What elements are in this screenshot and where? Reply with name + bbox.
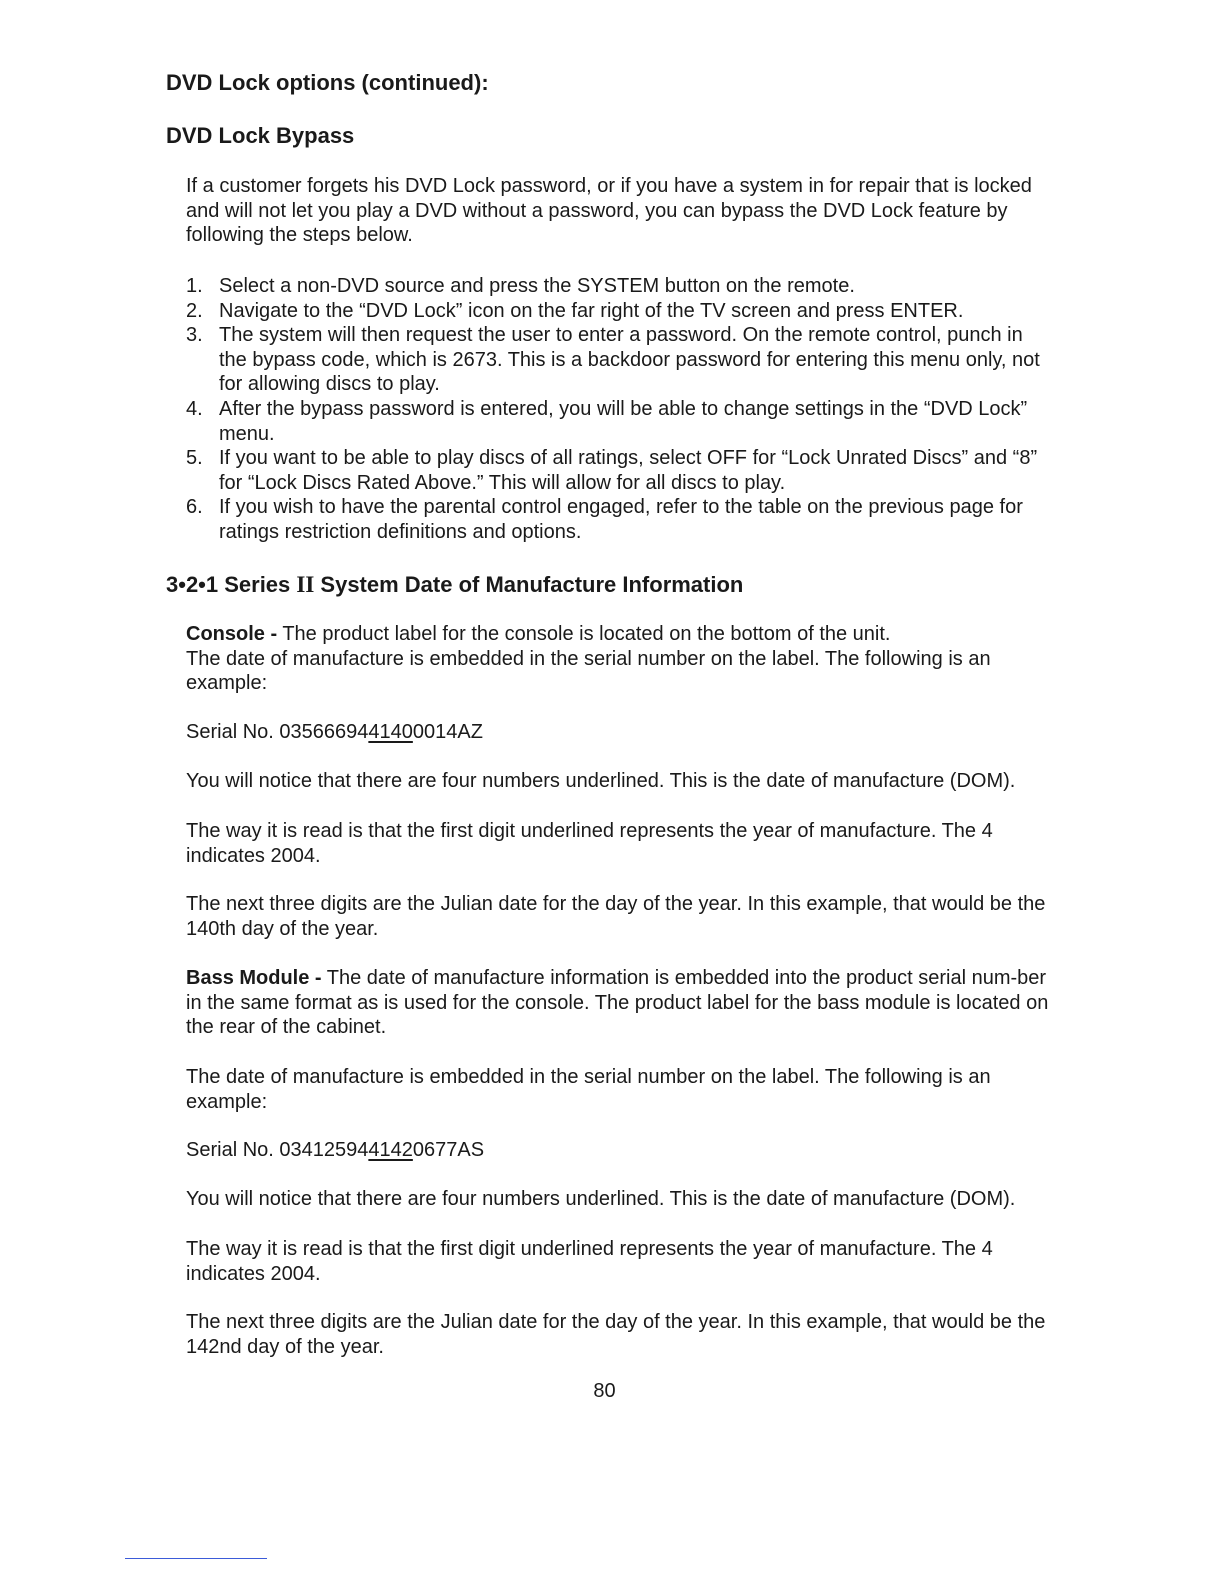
bass-module-label: Bass Module - (186, 967, 322, 989)
list-item (186, 495, 1056, 544)
console-paragraph (186, 622, 1066, 696)
list-item (186, 299, 1056, 324)
list-item (186, 397, 1056, 446)
series-title-prefix: 3•2•1 Series (166, 572, 297, 597)
console-text: The product label for the console is located on the bottom of the unit. (277, 623, 891, 645)
bass-serial-number (186, 1138, 1066, 1163)
serial-dom-digits: 4140 (368, 721, 413, 743)
step-text: Navigate to the “DVD Lock” icon on the far right of the TV screen and press ENTER. (219, 299, 964, 322)
step-number: 6. (186, 496, 203, 519)
console-julian-explanation: The next three digits are the Julian date for the day of the year. In this example, that would be the 140th day of the year. (186, 893, 1046, 940)
step-text: If you want to be able to play discs of all ratings, select OFF for “Lock Unrated Discs” and “8” for “Lock Discs Rated Above.” This will allow for all discs to play. (219, 447, 1038, 494)
step-text: The system will then request the user to enter a password. On the remote control, punch in the bypass code, which is 2673. This is a backdoor password for entering this menu only, not for allowing discs to play. (219, 324, 1040, 396)
step-number: 2. (186, 299, 203, 322)
bass-module-paragraph (186, 966, 1066, 1040)
bass-notice: You will notice that there are four numbers underlined. This is the date of manufacture (DOM). (186, 1188, 1016, 1210)
subsection-title-dvd-lock-bypass: DVD Lock Bypass (166, 123, 355, 148)
bass-year-explanation: The way it is read is that the first digit underlined represents the year of manufacture. The 4 indicates 2004. (186, 1238, 993, 1285)
serial-suffix: 0014AZ (412, 721, 483, 743)
series-title-suffix: System Date of Manufacture Information (314, 572, 744, 597)
footer-divider (125, 1558, 267, 1559)
step-text: After the bypass password is entered, you will be able to change settings in the “DVD Lock” menu. (219, 397, 1028, 445)
bass-module-text: The date of manufacture information is embedded into the product serial num-ber in the same format as is used for the console. The product label for the bass module is located on the rear of the cabinet. (186, 967, 1049, 1039)
bypass-steps-list (186, 274, 1056, 545)
console-year-explanation: The way it is read is that the first digit underlined represents the year of manufacture. The 4 indicates 2004. (186, 820, 993, 867)
step-number: 1. (186, 275, 203, 297)
list-item (186, 446, 1056, 495)
list-item (186, 274, 1056, 299)
step-number: 5. (186, 447, 203, 470)
step-number: 3. (186, 324, 203, 347)
step-number: 4. (186, 397, 203, 420)
list-item (186, 323, 1056, 397)
step-text: Select a non-DVD source and press the SYSTEM button on the remote. (219, 275, 855, 297)
page-number: 80 (593, 1380, 616, 1402)
serial-suffix: 0677AS (412, 1139, 485, 1161)
bass-dom-text: The date of manufacture is embedded in the serial number on the label. The following is an example: (186, 1066, 991, 1113)
subsection-title-series-dom (166, 572, 743, 598)
step-text: If you wish to have the parental control engaged, refer to the table on the previous page for ratings restriction definitions and options. (219, 496, 1023, 543)
console-notice: You will notice that there are four numbers underlined. This is the date of manufacture (DOM). (186, 770, 1016, 792)
series-roman-numeral: II (296, 572, 315, 597)
console-label: Console - (186, 623, 278, 645)
serial-prefix: Serial No. 03566694 (186, 721, 369, 743)
console-dom-text: The date of manufacture is embedded in the serial number on the label. The following is an example: (186, 647, 991, 695)
console-serial-number (186, 720, 1066, 745)
serial-prefix: Serial No. 03412594 (186, 1139, 369, 1161)
section-title: DVD Lock options (continued): (166, 70, 489, 95)
intro-paragraph: If a customer forgets his DVD Lock password, or if you have a system in for repair that is locked and will not let you play a DVD without a password, you can bypass the DVD Lock feature by following the steps below. (186, 175, 1032, 247)
bass-julian-explanation: The next three digits are the Julian date for the day of the year. In this example, that would be the 142nd day of the year. (186, 1311, 1046, 1358)
serial-dom-digits: 4142 (368, 1139, 413, 1161)
